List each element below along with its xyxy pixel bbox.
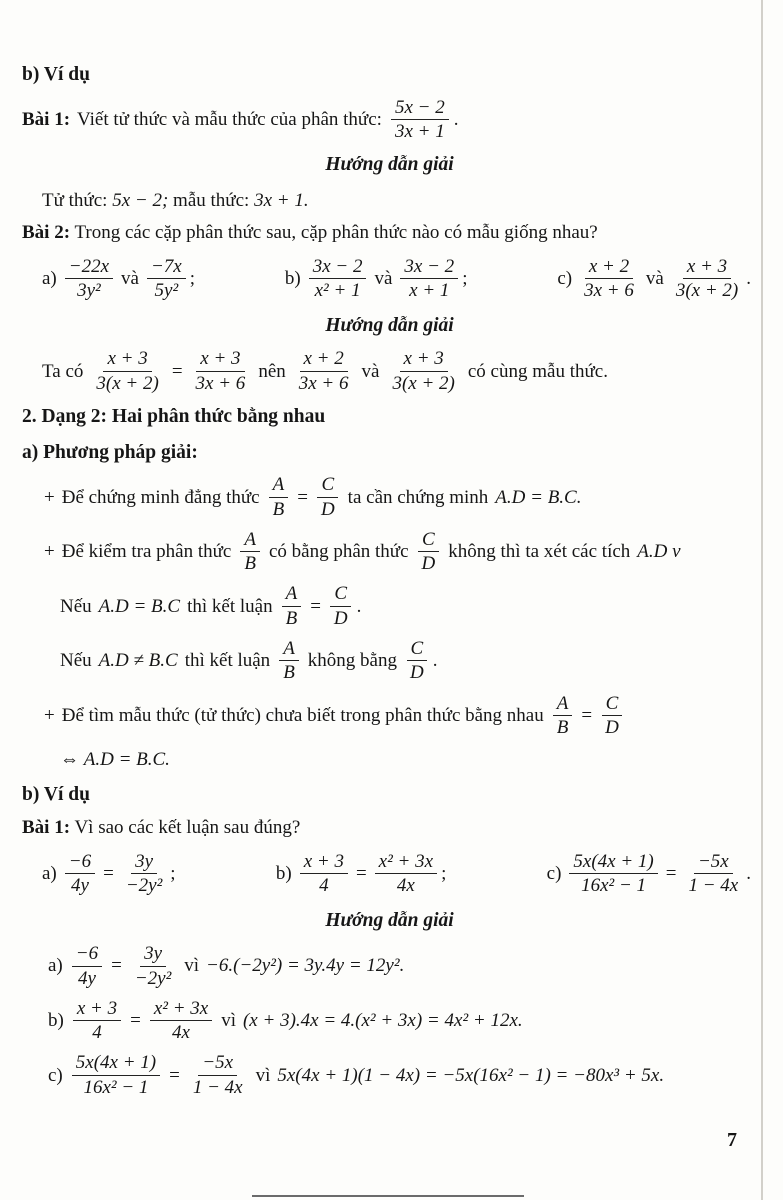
denominator: B [556,716,569,738]
numerator: 3y [131,851,157,874]
numerator: −22x [65,256,113,279]
numerator: x² + 3x [150,998,212,1021]
equals-sign: = [103,863,114,885]
method-2-expr: A.D v [637,541,681,563]
denominator: B [272,498,285,520]
fraction [240,529,260,575]
denominator: 4y [77,967,96,989]
numerator: 5x(4x + 1) [569,851,657,874]
scan-edge-line [761,0,763,1200]
numerator: x + 3 [103,348,151,371]
denominator: 4x [396,875,415,897]
method-3-text-1: Nếu [60,595,92,617]
example-heading-2: b) Ví dụ [22,784,90,806]
equals-sign: = [665,863,677,885]
denominator: D [333,607,348,629]
problem-3-items [22,851,757,897]
plus-bullet: + [44,704,55,726]
method-1-text-1: Để chứng minh đẳng thức [61,486,260,508]
numerator: A [279,638,299,661]
fraction [65,256,113,302]
method-line-2 [22,529,757,575]
fraction [406,638,428,684]
numerator: C [418,529,439,552]
scan-bottom-mark [252,1195,524,1197]
denominator: D [409,662,424,684]
method-line-5 [22,693,757,739]
numerator: x + 3 [683,256,731,279]
fraction [131,943,175,989]
numerator: x² + 3x [375,851,437,874]
equality-b [276,851,446,897]
fraction [418,529,440,575]
numerator: 5x − 2 [391,97,449,120]
denominator: 4y [70,875,89,897]
numerator: x + 3 [400,348,448,371]
numerator: A [240,529,260,552]
method-line-6 [22,747,757,772]
method-5-text-1: Để tìm mẫu thức (tử thức) chưa biết trong phân thức bằng nhau [61,704,544,726]
fraction [400,256,458,302]
numerator: x + 3 [300,851,348,874]
pair-b-and: và [374,268,393,290]
denominator: B [283,662,295,684]
pair-a-and: và [121,268,139,290]
denominator: 3x + 1 [394,121,445,142]
solution-guide-heading-2: Hướng dẫn giải [325,314,454,336]
problem-1-label: Bài 1: [22,108,71,130]
solution-b-label: b) [48,1009,64,1031]
denominator: 4 [319,875,329,897]
equality-b-label: b) [275,863,292,885]
numerator: A [282,583,302,606]
pair-b-end: ; [462,268,468,290]
method-1-expr: A.D = B.C. [495,486,582,508]
fraction [269,474,289,520]
fraction [65,851,95,897]
pair-c [557,256,751,302]
problem-2-line [22,220,757,245]
fraction [601,693,623,739]
numerator: x + 2 [300,348,348,371]
denominator: 1 − 4x [688,875,739,897]
solution-1-expr-1: 5x − 2; [112,190,169,211]
method-line-1 [22,474,757,520]
fraction [122,851,166,897]
fraction [569,851,657,897]
fraction [92,348,162,394]
method-3-end: . [356,595,362,617]
fraction [391,97,449,143]
fraction [553,693,573,739]
method-3-expr: A.D = B.C [98,595,181,617]
fraction [388,348,458,394]
method-heading: a) Phương pháp giải: [22,441,198,463]
equals-sign: = [355,863,367,885]
denominator: B [285,607,298,629]
solution-a-label: a) [48,955,63,977]
method-2-text-2: có bằng phân thức [268,541,409,563]
equality-a-label: a) [42,863,57,885]
denominator: 4 [92,1022,102,1044]
denominator: 3(x + 2) [96,372,159,394]
page-number: 7 [727,1129,737,1151]
numerator: −6 [72,943,102,966]
numerator: −6 [65,851,95,874]
denominator: D [421,553,436,575]
numerator: 3x − 2 [400,256,458,279]
method-4-expr: A.D ≠ B.C [98,650,178,672]
problem-1-line [22,97,757,143]
numerator: C [407,638,428,661]
solution-1-text-2: mẫu thức: [173,190,250,211]
numerator: −5x [198,1052,237,1075]
fraction [684,851,742,897]
fraction [309,256,367,302]
equality-c [547,851,751,897]
solution-1-expr-2: 3x + 1. [254,190,309,211]
denominator: x + 1 [409,280,450,302]
fraction [672,256,742,302]
denominator: 3(x + 2) [392,372,455,394]
equivalence-arrow: ⇔ [60,749,79,771]
method-4-end: . [432,650,438,672]
fraction [189,1052,247,1098]
pair-c-and: và [645,268,664,290]
method-line-3 [22,583,757,629]
method-2-text-3: không thì ta xét các tích [448,541,631,563]
fraction [295,348,353,394]
method-2-text-1: Để kiểm tra phân thức [61,541,232,563]
problem-3-text: Vì sao các kết luận sau đúng? [74,816,301,838]
fraction [317,474,339,520]
problem-3-label: Bài 1: [22,816,71,838]
fraction [330,583,352,629]
type-2-heading: 2. Dạng 2: Hai phân thức bằng nhau [22,405,326,427]
solution-b-line [22,998,757,1044]
numerator: A [553,693,573,716]
equals-sign: = [171,360,183,382]
denominator: 3x + 6 [584,280,634,302]
numerator: x + 2 [585,256,633,279]
method-4-text-2: thì kết luận [184,650,271,672]
denominator: 16x² − 1 [581,875,647,897]
solution-a-why: vì [184,955,200,977]
equals-sign: = [130,1009,141,1031]
equals-sign: = [111,955,122,977]
equality-a-end: ; [170,863,176,885]
solution-2-text-1: Ta có [42,360,84,382]
pair-b [285,256,468,302]
fraction [72,943,102,989]
pair-a-label: a) [42,268,57,290]
solution-2-text-4: có cùng mẫu thức. [467,360,608,382]
numerator: C [317,474,338,497]
method-4-text-3: không bằng [307,650,397,672]
equality-c-end: . [746,863,751,885]
solution-c-why: vì [255,1064,271,1086]
fraction [147,256,186,302]
fraction [279,638,299,684]
problem-2-items [22,256,757,302]
problem-3-line [22,815,757,840]
equality-a [42,851,176,897]
fraction [72,1052,160,1098]
denominator: 4x [172,1022,190,1044]
solution-guide-heading-1: Hướng dẫn giải [325,154,454,176]
denominator: −2y² [125,875,163,897]
pair-b-label: b) [284,268,301,290]
denominator: B [244,553,256,575]
problem-1-text: Viết tử thức và mẫu thức của phân thức: [77,108,382,130]
numerator: 5x(4x + 1) [72,1052,160,1075]
numerator: x + 3 [196,348,244,371]
fraction [282,583,302,629]
numerator: C [330,583,351,606]
fraction [580,256,638,302]
solution-b-expr: (x + 3).4x = 4.(x² + 3x) = 4x² + 12x. [242,1009,523,1031]
denominator: x² + 1 [314,280,361,302]
fraction [375,851,437,897]
denominator: 16x² − 1 [83,1076,149,1098]
numerator: −5x [694,851,733,874]
fraction [300,851,348,897]
example-heading-1: b) Ví dụ [22,64,90,85]
numerator: 3x − 2 [309,256,367,279]
solution-a-line [22,943,757,989]
equals-sign: = [310,595,321,617]
equality-b-end: ; [441,863,447,885]
solution-c-line [22,1052,757,1098]
problem-1-period: . [453,108,459,130]
denominator: D [605,716,619,738]
pair-a-end: ; [189,268,196,290]
method-line-4 [22,638,757,684]
numerator: A [269,474,289,497]
fraction [73,998,121,1044]
solution-guide-heading-3: Hướng dẫn giải [325,909,454,931]
denominator: D [320,498,335,520]
plus-bullet: + [44,541,55,563]
solution-2-text-2: nên [258,360,286,382]
denominator: −2y² [134,967,172,989]
denominator: 5y² [154,280,179,302]
fraction [192,348,250,394]
solution-2-text-3: và [361,360,380,382]
equals-sign: = [297,486,308,508]
solution-2-line [22,348,757,394]
pair-c-end: . [746,268,751,290]
solution-c-label: c) [48,1064,63,1086]
pair-a [42,256,195,302]
method-6-expr: A.D = B.C. [83,749,170,771]
denominator: 3(x + 2) [675,280,739,302]
problem-2-label: Bài 2: [22,222,71,244]
method-3-text-2: thì kết luận [187,595,273,617]
denominator: 3y² [77,280,101,302]
equality-c-label: c) [546,863,562,885]
equals-sign: = [581,704,593,726]
problem-2-text: Trong các cặp phân thức sau, cặp phân thức nào có mẫu giống nhau? [74,222,598,244]
solution-1-line [22,188,757,213]
pair-c-label: c) [557,268,573,290]
method-4-text-1: Nếu [60,650,92,672]
solution-c-expr: 5x(4x + 1)(1 − 4x) = −5x(16x² − 1) = −80x³ + 5x. [277,1064,665,1086]
denominator: 3x + 6 [298,372,349,394]
method-1-text-2: ta cần chứng minh [347,486,489,508]
plus-bullet: + [44,486,55,508]
equals-sign: = [169,1064,180,1086]
solution-a-expr: −6.(−2y²) = 3y.4y = 12y². [206,955,405,977]
solution-1-text-1: Tử thức: [42,190,108,211]
numerator: x + 3 [73,998,121,1021]
numerator: C [602,693,623,716]
solution-b-why: vì [221,1009,236,1031]
denominator: 1 − 4x [192,1076,243,1098]
numerator: −7x [147,256,186,279]
denominator: 3x + 6 [195,372,246,394]
fraction [150,998,212,1044]
numerator: 3y [140,943,166,966]
